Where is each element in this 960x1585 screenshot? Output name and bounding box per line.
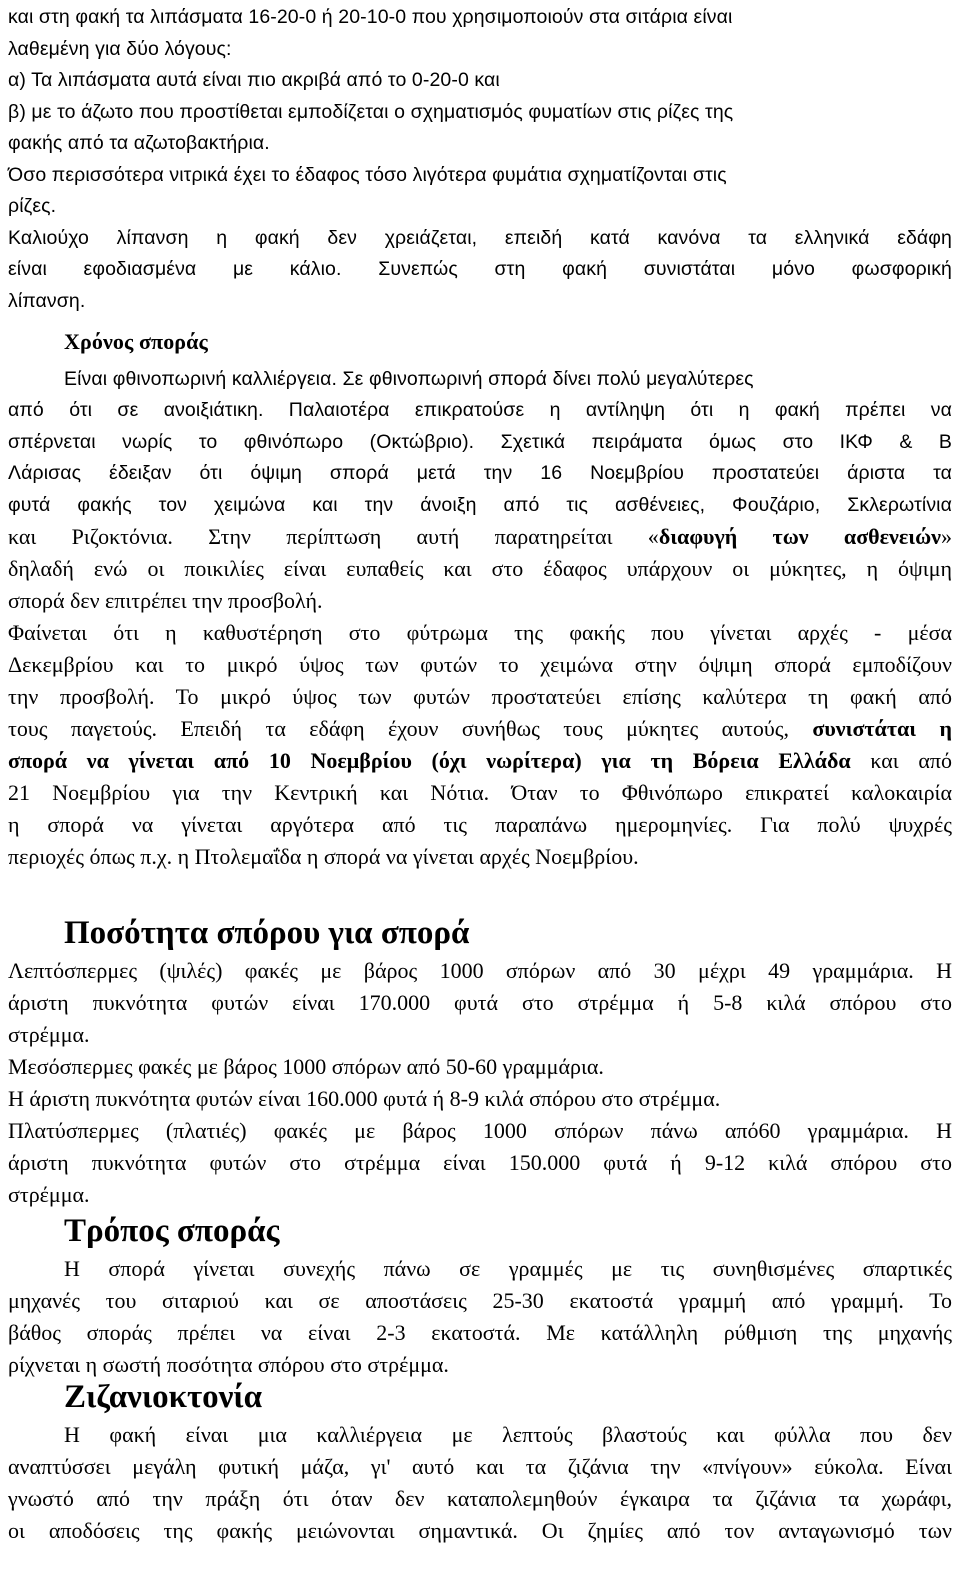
text-fragment: » [941,524,952,549]
sowing-time-serif-block [8,521,952,873]
intro-line: είναι εφοδιασμένα με κάλιο. Συνεπώς στη φακή συνιστάται μόνο φωσφορική [8,258,952,280]
text-fragment: τους παγετούς. Επειδή τα εδάφη έχουν συνήθως τους μύκητες αυτούς, [8,716,813,741]
text-line: την προσβολή. Το μικρό ύψος των φυτών προστατεύει επίσης καλύτερα τη φακή από [8,684,952,709]
text-line: άριστη πυκνότητα φυτών είναι 170.000 φυτά στο στρέμμα ή 5-8 κιλά σπόρου στο [8,990,952,1015]
text-line: σπέρνεται νωρίς το φθινόπωρο (Οκτώβριο). Σχετικά πειράματα όμως στο ΙΚΦ & Β [8,430,952,453]
intro-line: Καλιούχο λίπανση η φακή δεν χρειάζεται, επειδή κατά κανόνα τα ελληνικά εδάφη [8,226,952,249]
text-fragment: και Ριζοκτόνια. Στην περίπτωση αυτή παρατηρείται « [8,524,659,549]
text-line: αναπτύσσει μεγάλη φυτική μάζα, γι' αυτό και τα ζιζάνια την «πνίγουν» εύκολα. Είναι [8,1454,952,1479]
text-line: βάθος σποράς πρέπει να είναι 2-3 εκατοστά. Με κατάλληλη ρύθμιση της μηχανής [8,1320,952,1345]
text-line: οι αποδόσεις της φακής μειώνονται σημαντικά. Οι ζημίες από τον ανταγωνισμό των [8,1518,952,1543]
text-line: άριστη πυκνότητα φυτών στο στρέμμα είναι 150.000 φυτά ή 9-12 κιλά σπόρου στο [8,1150,952,1175]
text-line: ρίχνεται η σωστή ποσότητα σπόρου στο στρέμμα. [8,1352,449,1377]
text-line: η σπορά να γίνεται αργότερα από τις παραπάνω ημερομηνίες. Για πολύ ψυχρές [8,812,952,837]
text-line: Η σπορά γίνεται συνεχής πάνω σε γραμμές με τις συνηθισμένες σπαρτικές [64,1256,952,1281]
section-heading-weed-control: Ζιζανιοκτονία [64,1379,263,1415]
section-heading-seed-quantity: Ποσότητα σπόρου για σπορά [64,915,470,951]
intro-line: λίπανση. [8,289,86,312]
text-line: Δεκεμβρίου και το μικρό ύψος των φυτών το χειμώνα στην όψιμη σπορά εμποδίζουν [8,652,952,677]
text-line: Η φακή είναι μια καλλιέργεια με λεπτούς βλαστούς και φύλλα που δεν [64,1422,952,1447]
sowing-method-section [8,1215,952,1381]
text-line: φυτά φακής τον χειμώνα και την άνοιξη από τις ασθένειες, Φουζάριο, Σκλερωτίνια [8,493,952,516]
intro-line: λαθεμένη για δύο λόγους: [8,37,232,60]
section-heading-sowing-method: Τρόπος σποράς [64,1213,280,1249]
seed-quantity-section [8,917,952,1211]
text-line: Είναι φθινοπωρινή καλλιέργεια. Σε φθινοπωρινή σπορά δίνει πολύ μεγαλύτερες [64,367,754,390]
text-line: 21 Νοεμβρίου για την Κεντρική και Νότια. Όταν το Φθινόπωρο επικρατεί καλοκαιρία [8,780,952,805]
text-line-with-emphasis [8,745,952,777]
weed-control-section [8,1381,952,1547]
text-line: Λάρισας έδειξαν ότι όψιμη σπορά μετά την 16 Νοεμβρίου προστατεύει άριστα τα [8,462,952,484]
intro-section [8,2,952,317]
text-line: δηλαδή ενώ οι ποικιλίες είναι ευπαθείς και στο έδαφος υπάρχουν οι μύκητες, η όψιμη [8,556,952,581]
section-heading-sowing-time: Χρόνος σποράς [64,329,208,354]
text-line: σπορά δεν επιτρέπει την προσβολή. [8,588,323,613]
text-line: Μεσόσπερμες φακές με βάρος 1000 σπόρων από 50-60 γραμμάρια. [8,1054,604,1079]
text-line: Λεπτόσπερμες (ψιλές) φακές με βάρος 1000 σπόρων από 30 μέχρι 49 γραμμάρια. Η [8,958,952,983]
sowing-time-section [8,326,952,521]
emphasis-disease-escape: διαφυγή των ασθενειών [658,524,941,549]
intro-line: και στη φακή τα λιπάσματα 16-20-0 ή 20-10-0 που χρησιμοποιούν στα σιτάρια είναι [8,6,733,28]
text-line-with-emphasis [8,521,952,553]
text-fragment: και από [850,748,952,773]
text-line-with-emphasis [8,713,952,745]
intro-line: Όσο περισσότερα νιτρικά έχει το έδαφος τόσο λιγότερα φυμάτια σχηματίζονται στις [8,163,727,186]
text-line: Φαίνεται ότι η καθυστέρηση στο φύτρωμα της φακής που γίνεται αρχές - μέσα [8,620,952,645]
text-line: γνωστό από την πράξη ότι όταν δεν καταπολεμηθούν έγκαιρα τα ζιζάνια τα χωράφι, [8,1486,952,1511]
text-line: από ότι σε ανοιξιάτικη. Παλαιοτέρα επικρατούσε η αντίληψη ότι η φακή πρέπει να [8,399,952,421]
text-line: περιοχές όπως π.χ. η Πτολεμαΐδα η σπορά να γίνεται αρχές Νοεμβρίου. [8,844,639,869]
intro-line: φακής από τα αζωτοβακτήρια. [8,132,270,154]
text-line: στρέμμα. [8,1182,90,1207]
intro-line: ρίζες. [8,195,57,217]
intro-line: α) Τα λιπάσματα αυτά είναι πιο ακριβά από το 0-20-0 και [8,69,500,91]
text-line: Πλατύσπερμες (πλατιές) φακές με βάρος 1000 σπόρων πάνω από60 γραμμάρια. Η [8,1118,952,1143]
text-line: στρέμμα. [8,1022,90,1047]
emphasis-recommendation: σπορά να γίνεται από 10 Νοεμβρίου (όχι νωρίτερα) για τη Βόρεια Ελλάδα [8,748,851,773]
emphasis-recommendation: συνιστάται η [812,716,952,741]
text-line: μηχανές του σιταριού και σε αποστάσεις 25-30 εκατοστά γραμμή από γραμμή. Το [8,1288,952,1313]
text-line: Η άριστη πυκνότητα φυτών είναι 160.000 φυτά ή 8-9 κιλά σπόρου στο στρέμμα. [8,1086,721,1111]
intro-line: β) με το άζωτο που προστίθεται εμποδίζεται ο σχηματισμός φυματίων στις ρίζες της [8,100,734,123]
